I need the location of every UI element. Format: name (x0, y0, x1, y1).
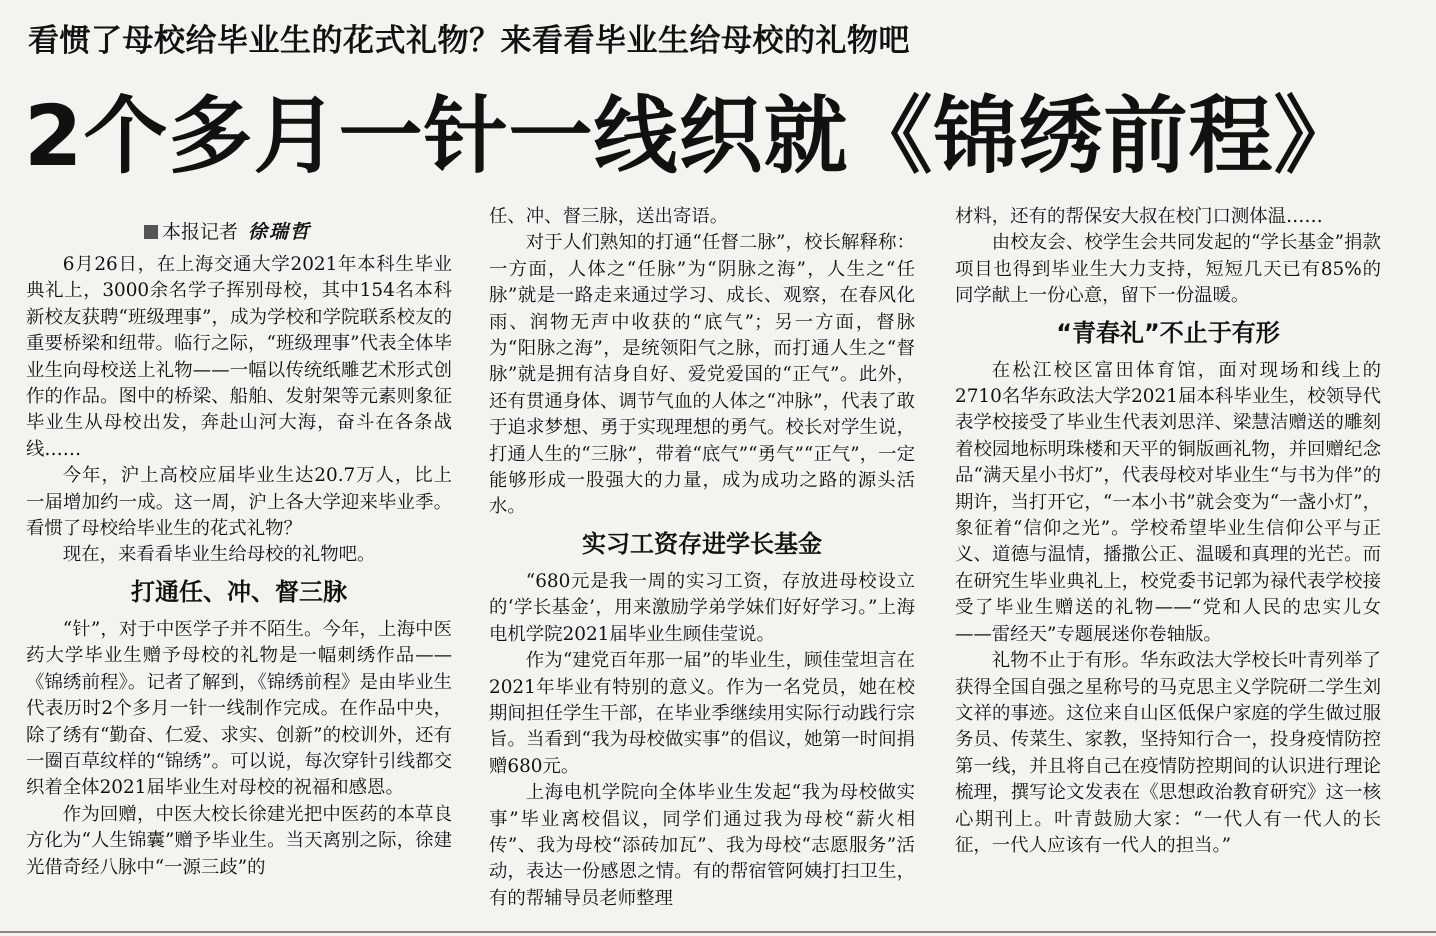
paragraph: 由校友会、校学生会共同发起的“学长基金”捐款项目也得到毕业生大力支持，短短几天已有85%的同学献上一份心意，留下一份温暖。 (955, 232, 1381, 307)
article-column-1 (26, 204, 452, 929)
paragraph: 6月26日，在上海交通大学2021年本科生毕业典礼上，3000余名学子挥别母校，其中154名本科新校友获聘“班级理事”，成为学校和学院联系校友的重要桥梁和纽带。临行之际，“班级理事”代表全体毕业生向母校送上礼物——一幅以传统纸雕艺术形式创作的作品。图中的桥梁、船舶、发射架等元素则象征毕业生从母校出发，奔赴山河大海，奋斗在各条战线…… (26, 254, 452, 460)
paragraph: 材料，还有的帮保安大叔在校门口测体温…… (955, 206, 1323, 227)
paragraph: 现在，来看看毕业生给母校的礼物吧。 (62, 544, 376, 566)
byline-author: 徐瑞哲 (248, 221, 312, 243)
article-column-3 (955, 204, 1381, 929)
byline-label: 本报记者 (162, 221, 239, 243)
paragraph: 上海电机学院向全体毕业生发起“我为母校做实事”毕业离校倡议，同学们通过我为母校“薪火相传”、我为母校“添砖加瓦”、我为母校“志愿服务”活动，表达一份感恩之情。有的帮宿管阿姨打扫卫生，有的帮辅导员老师整理 (489, 782, 915, 909)
section-subhead: “青春礼”不止于有形 (1056, 318, 1280, 347)
paragraph: 在松江校区富田体育馆，面对现场和线上的2710名华东政法大学2021届本科毕业生，校领导代表学校接受了毕业生代表刘思洋、梁慧洁赠送的雕刻着校园地标明珠楼和天平的铜版画礼物，并回赠纪念品“满天星小书灯”，代表母校对毕业生“与书为伴”的期许，当打开它，“一本小书”就会变为“一盏小灯”，象征着“信仰之光”。学校希望毕业生信仰公平与正义、道德与温情，播撒公正、温暖和真理的光芒。而在研究生毕业典礼上，校党委书记郭为禄代表学校接受了毕业生赠送的礼物——“党和人民的忠实儿女——雷经天”专题展迷你卷轴版。 (955, 359, 1381, 645)
section-subhead: 实习工资存进学长基金 (582, 529, 822, 558)
bottom-rule (0, 931, 1436, 933)
kicker-headline: 看惯了母校给毕业生的花式礼物？来看看毕业生给母校的礼物吧 (28, 23, 910, 59)
paragraph: 对于人们熟知的打通“任督二脉”，校长解释称：一方面，人体之“任脉”为“阴脉之海”，人生之“任脉”就是一路走来通过学习、成长、观察，在春风化雨、润物无声中收获的“底气”；另一方面，督脉为“阳脉之海”，是统领阳气之脉，而打通人生之“督脉”就是拥有洁身自好、爱党爱国的“正气”。此外，还有贯通身体、调节气血的人体之“冲脉”，代表了敢于追求梦想、勇于实现理想的勇气。校长对学生说，打通人生的“三脉”，带着“底气”“勇气”“正气”，一定能够形成一股强大的力量，成为成功之路的源头活水。 (489, 232, 915, 518)
paragraph: 礼物不止于有形。华东政法大学校长叶青列举了获得全国自强之星称号的马克思主义学院研二学生刘文祥的事迹。这位来自山区低保户家庭的学生做过服务员、传菜生、家教，坚持知行合一，投身疫情防控第一线，并且将自己在疫情防控期间的认识进行理论梳理，撰写论文发表在《思想政治教育研究》这一核心期刊上。叶青鼓励大家：“一代人有一代人的长征，一代人应该有一代人的担当。” (955, 650, 1381, 856)
byline (26, 218, 452, 246)
paragraph: “针”，对于中医学子并不陌生。今年，上海中医药大学毕业生赠予母校的礼物是一幅刺绣作品——《锦绣前程》。记者了解到，《锦绣前程》是由毕业生代表历时2个多月一针一线制作完成。在作品中央，除了绣有“勤奋、仁爱、求实、创新”的校训外，还有一圈百草纹样的“锦绣”。可以说，每次穿针引线都交织着全体2021届毕业生对母校的祝福和感恩。 (26, 618, 452, 799)
paragraph: 任、冲、督三脉，送出寄语。 (489, 206, 729, 227)
paragraph: 作为回赠，中医大校长徐建光把中医药的本草良方化为“人生锦囊”赠予毕业生。当天离别之际，徐建光借奇经八脉中“一源三歧”的 (26, 803, 452, 878)
paragraph: 今年，沪上高校应届毕业生达20.7万人，比上一届增加约一成。这一周，沪上各大学迎来毕业季。看惯了母校给毕业生的花式礼物？ (26, 465, 452, 540)
paragraph: “680元是我一周的实习工资，存放进母校设立的‘学长基金’，用来激励学弟学妹们好好学习。”上海电机学院2021届毕业生顾佳莹说。 (489, 570, 915, 645)
article-column-2 (489, 204, 915, 929)
section-subhead: 打通任、冲、督三脉 (131, 577, 347, 606)
main-headline: 2个多月一针一线织就《锦绣前程》 (24, 87, 1359, 185)
paragraph: 作为“建党百年那一届”的毕业生，顾佳莹坦言在2021年毕业有特别的意义。作为一名党员，她在校期间担任学生干部，在毕业季继续用实际行动践行宗旨。当看到“我为母校做实事”的倡议，她第一时间捐赠680元。 (489, 650, 915, 777)
square-bullet-icon (144, 225, 158, 239)
